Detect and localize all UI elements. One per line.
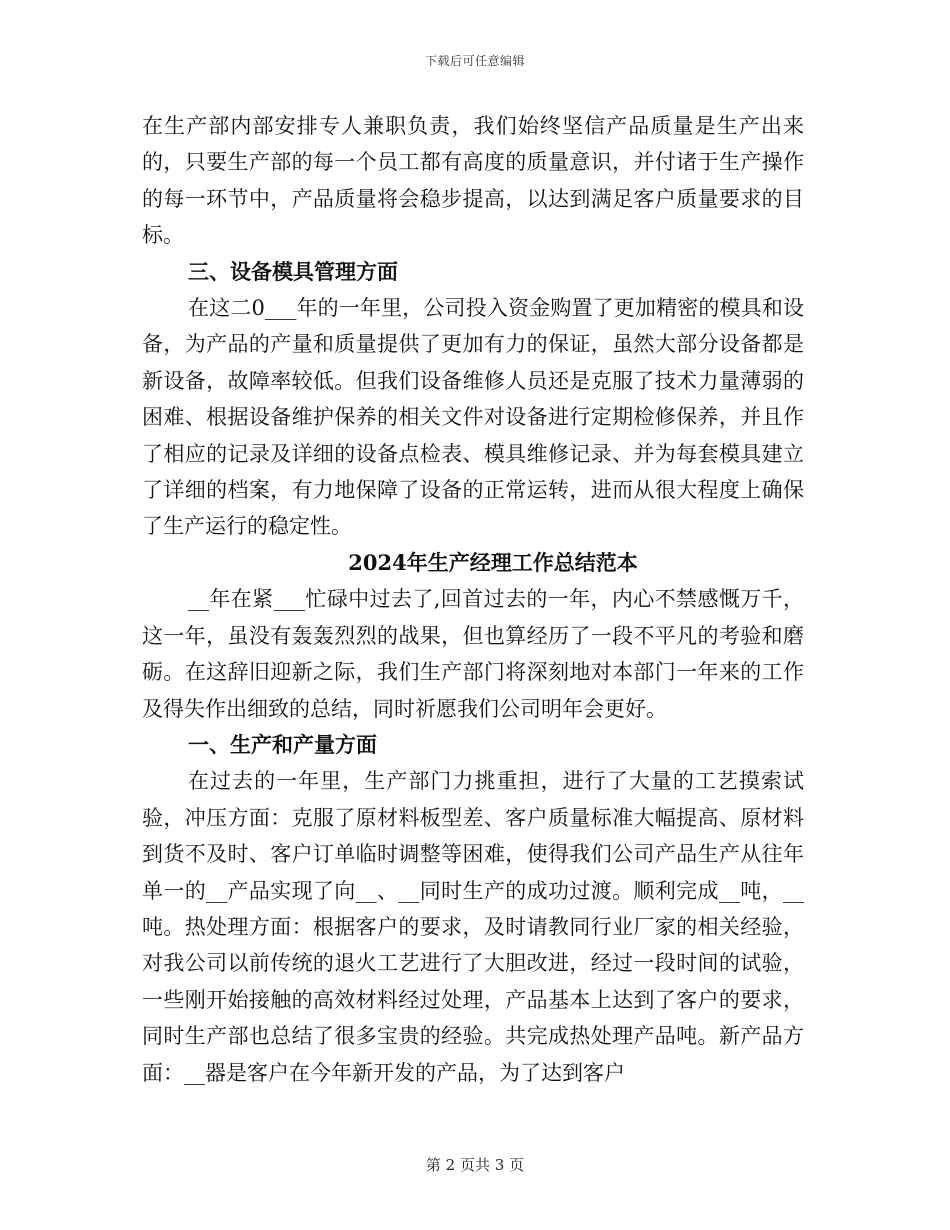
page-header: 下载后可任意编辑 [424,54,525,68]
document-body [142,108,804,1091]
document-title: 2024年生产经理工作总结范本 [348,549,638,575]
paragraph-intro: __年在紧___忙碌中过去了,回首过去的一年，内心不禁感慨万千，这一年，虽没有轰轰烈烈的战果，但也算经历了一段不平凡的考验和磨砺。在这辞旧迎新之际，我们生产部门将深刻地对本部门一年来的工作及得失作出细致的总结，同时祈愿我们公司明年会更好。 [142,587,804,721]
page-footer: 第 2 页共 3 页 [425,1156,525,1174]
paragraph-quality: 在生产部内部安排专人兼职负责，我们始终坚信产品质量是生产出来的，只要生产部的每一个员工都有高度的质量意识，并付诸于生产操作的每一环节中，产品质量将会稳步提高，以达到满足客户质量要求的目标。 [142,114,804,248]
paragraph-production: 在过去的一年里，生产部门力挑重担，进行了大量的工艺摸索试验，冲压方面：克服了原材料板型差、客户质量标准大幅提高、原材料到货不及时、客户订单临时调整等困难，使得我们公司产品生产从往年单一的__产品实现了向__、__同时生产的成功过渡。顺利完成__吨，__吨。热处理方面：根据客户的要求，及时请教同行业厂家的相关经验，对我公司以前传统的退火工艺进行了大胆改进，经过一段时间的试验，一些刚开始接触的高效材料经过处理，产品基本上达到了客户的要求，同时生产部也总结了很多宝贵的经验。共完成热处理产品吨。新产品方面：__器是客户在今年新开发的产品，为了达到客户 [142,769,804,1085]
section-heading-production: 一、生产和产量方面 [188,731,377,757]
paragraph-equipment: 在这二0___年的一年里，公司投入资金购置了更加精密的模具和设备，为产品的产量和质量提供了更加有力的保证，虽然大部分设备都是新设备，故障率较低。但我们设备维修人员还是克服了技术力量薄弱的困难、根据设备维护保养的相关文件对设备进行定期检修保养，并且作了相应的记录及详细的设备点检表、模具维修记录、并为每套模具建立了详细的档案，有力地保障了设备的正常运转，进而从很大程度上确保了生产运行的稳定性。 [142,296,804,539]
section-heading-equipment: 三、设备模具管理方面 [188,258,398,284]
